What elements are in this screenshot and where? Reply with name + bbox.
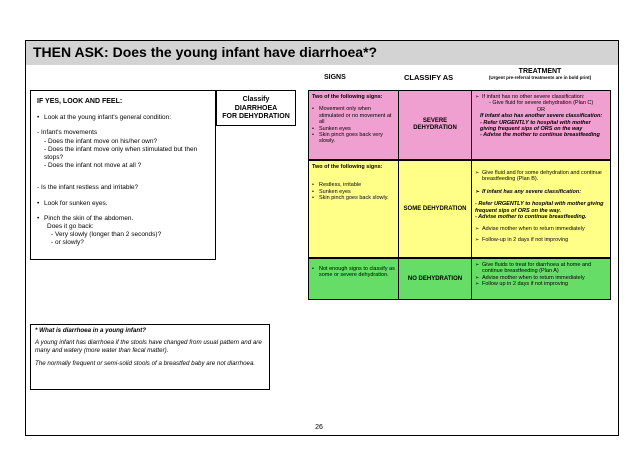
- signs-cell: [309, 259, 399, 299]
- movement-question: - Does the infant move only when stimulated but then stops?: [44, 145, 198, 162]
- signs-cell: [309, 91, 399, 159]
- classify-label: DIARRHOEA: [234, 104, 278, 112]
- signs-cell: [309, 161, 399, 257]
- movements-label: - Infant's movements: [37, 129, 98, 137]
- note-paragraph: A young infant has diarrhoea if the stools have changed from usual pattern and are many and watery (more water than fecal matter).: [35, 339, 262, 354]
- classification-label: DEHYDRATION: [413, 125, 457, 131]
- signs-label: Two of the following signs:: [312, 164, 383, 170]
- treatment-item: ➢ Advise mother when to return immediately: [475, 226, 607, 232]
- classification-label: SEVERE: [422, 118, 448, 124]
- treatment-item: - Refer URGENTLY to hospital with mother giving frequent sips of ORS on the way.: [475, 201, 604, 214]
- classify-label: Classify: [242, 96, 270, 103]
- classify-label: FOR DEHYDRATION: [222, 113, 290, 120]
- treatment-item: - Advise the mother to continue breastfeeding: [480, 132, 600, 139]
- signs-header: SIGNS: [324, 74, 346, 81]
- some-dehydration-row: [308, 160, 611, 258]
- no-dehydration-row: [308, 258, 611, 300]
- assessment-heading: IF YES, LOOK AND FEEL:: [37, 98, 123, 105]
- sign-item: • Skin pinch goes back very slowly.: [312, 132, 395, 145]
- classification-label: SOME DEHYDRATION: [403, 205, 467, 212]
- slowly-option: - or slowly?: [51, 239, 84, 247]
- signs-label: Two of the following signs:: [312, 94, 383, 100]
- classification-cell: [399, 259, 472, 299]
- sign-item: • Movement only when stimulated or no movement at all: [312, 106, 395, 125]
- page-number: 26: [315, 424, 323, 431]
- movement-question: - Does the infant move on his/her own?: [44, 137, 158, 145]
- treatment-item: - Give fluid for severe dehydration (Plan C): [489, 100, 594, 107]
- treatment-header: [470, 68, 610, 80]
- treatment-item: ➢ Give fluid and for some dehydration and continue breastfeeding (Plan B).: [475, 170, 607, 183]
- treatment-item: ➢ Follow up in 2 days if not improving: [475, 281, 607, 287]
- assessment-box: [30, 90, 216, 260]
- general-condition-item: • Look at the young infant's general condition:: [37, 114, 209, 122]
- treatment-item: ➢ Follow-up in 2 days if not improving: [475, 237, 607, 243]
- treatment-item: ➢ If infant has no other severe classification:: [475, 94, 607, 100]
- skin-pinch-item: • Pinch the skin of the abdomen.: [37, 215, 209, 223]
- note-question: * What is diarrhoea in a young infant?: [35, 327, 147, 334]
- classify-diarrhoea-box: [216, 90, 296, 126]
- treatment-item: If infant also has another severe classification:: [480, 113, 603, 120]
- treatment-item: - Advise mother to continue breastfeeding.: [475, 214, 587, 221]
- sign-item: • Not enough signs to classify as some or severe dehydration.: [312, 266, 395, 279]
- sign-item: • Sunken eyes: [312, 189, 395, 195]
- treatment-cell: [472, 259, 610, 299]
- treatment-note: (Urgent pre-referral treatments are in bold print): [488, 75, 592, 80]
- severe-dehydration-row: [308, 90, 611, 160]
- treatment-item: ➢ Advise mother when to return immediately: [475, 275, 607, 281]
- sign-item: • Restless, irritable: [312, 182, 395, 188]
- treatment-item: - Refer URGENTLY to hospital with mother giving frequent sips of ORS on the way: [480, 119, 591, 133]
- treatment-cell: [472, 161, 610, 257]
- classification-cell: [399, 161, 472, 257]
- classify-as-header: CLASSIFY AS: [404, 73, 454, 82]
- treatment-item: ➢ Give fluids to treat for diarrhoea at home and continue breastfeeding (Plan A): [475, 262, 607, 275]
- classification-label: NO DEHYDRATION: [407, 275, 463, 282]
- classification-cell: [399, 91, 472, 159]
- sign-item: • Sunken eyes: [312, 126, 395, 132]
- treatment-title: TREATMENT: [518, 68, 562, 75]
- or-separator: OR: [536, 106, 546, 113]
- sign-item: • Skin pinch goes back slowly.: [312, 195, 395, 201]
- treatment-cell: [472, 91, 610, 159]
- diarrhoea-definition-note: [30, 324, 270, 390]
- sunken-eyes-item: • Look for sunken eyes.: [37, 200, 209, 208]
- restless-question: - Is the infant restless and irritable?: [37, 184, 139, 192]
- treatment-item: ➢ If infant has any severe classification:: [475, 189, 607, 195]
- very-slowly-option: - Very slowly (longer than 2 seconds)?: [51, 231, 162, 239]
- page-title: THEN ASK: Does the young infant have diarrhoea*?: [33, 44, 378, 60]
- movement-question: - Does the infant not move at all ?: [44, 162, 142, 170]
- note-paragraph: The normally frequent or semi-solid stools of a breastfed baby are not diarrhoea.: [35, 360, 256, 367]
- goes-back-question: Does it go back:: [47, 223, 94, 231]
